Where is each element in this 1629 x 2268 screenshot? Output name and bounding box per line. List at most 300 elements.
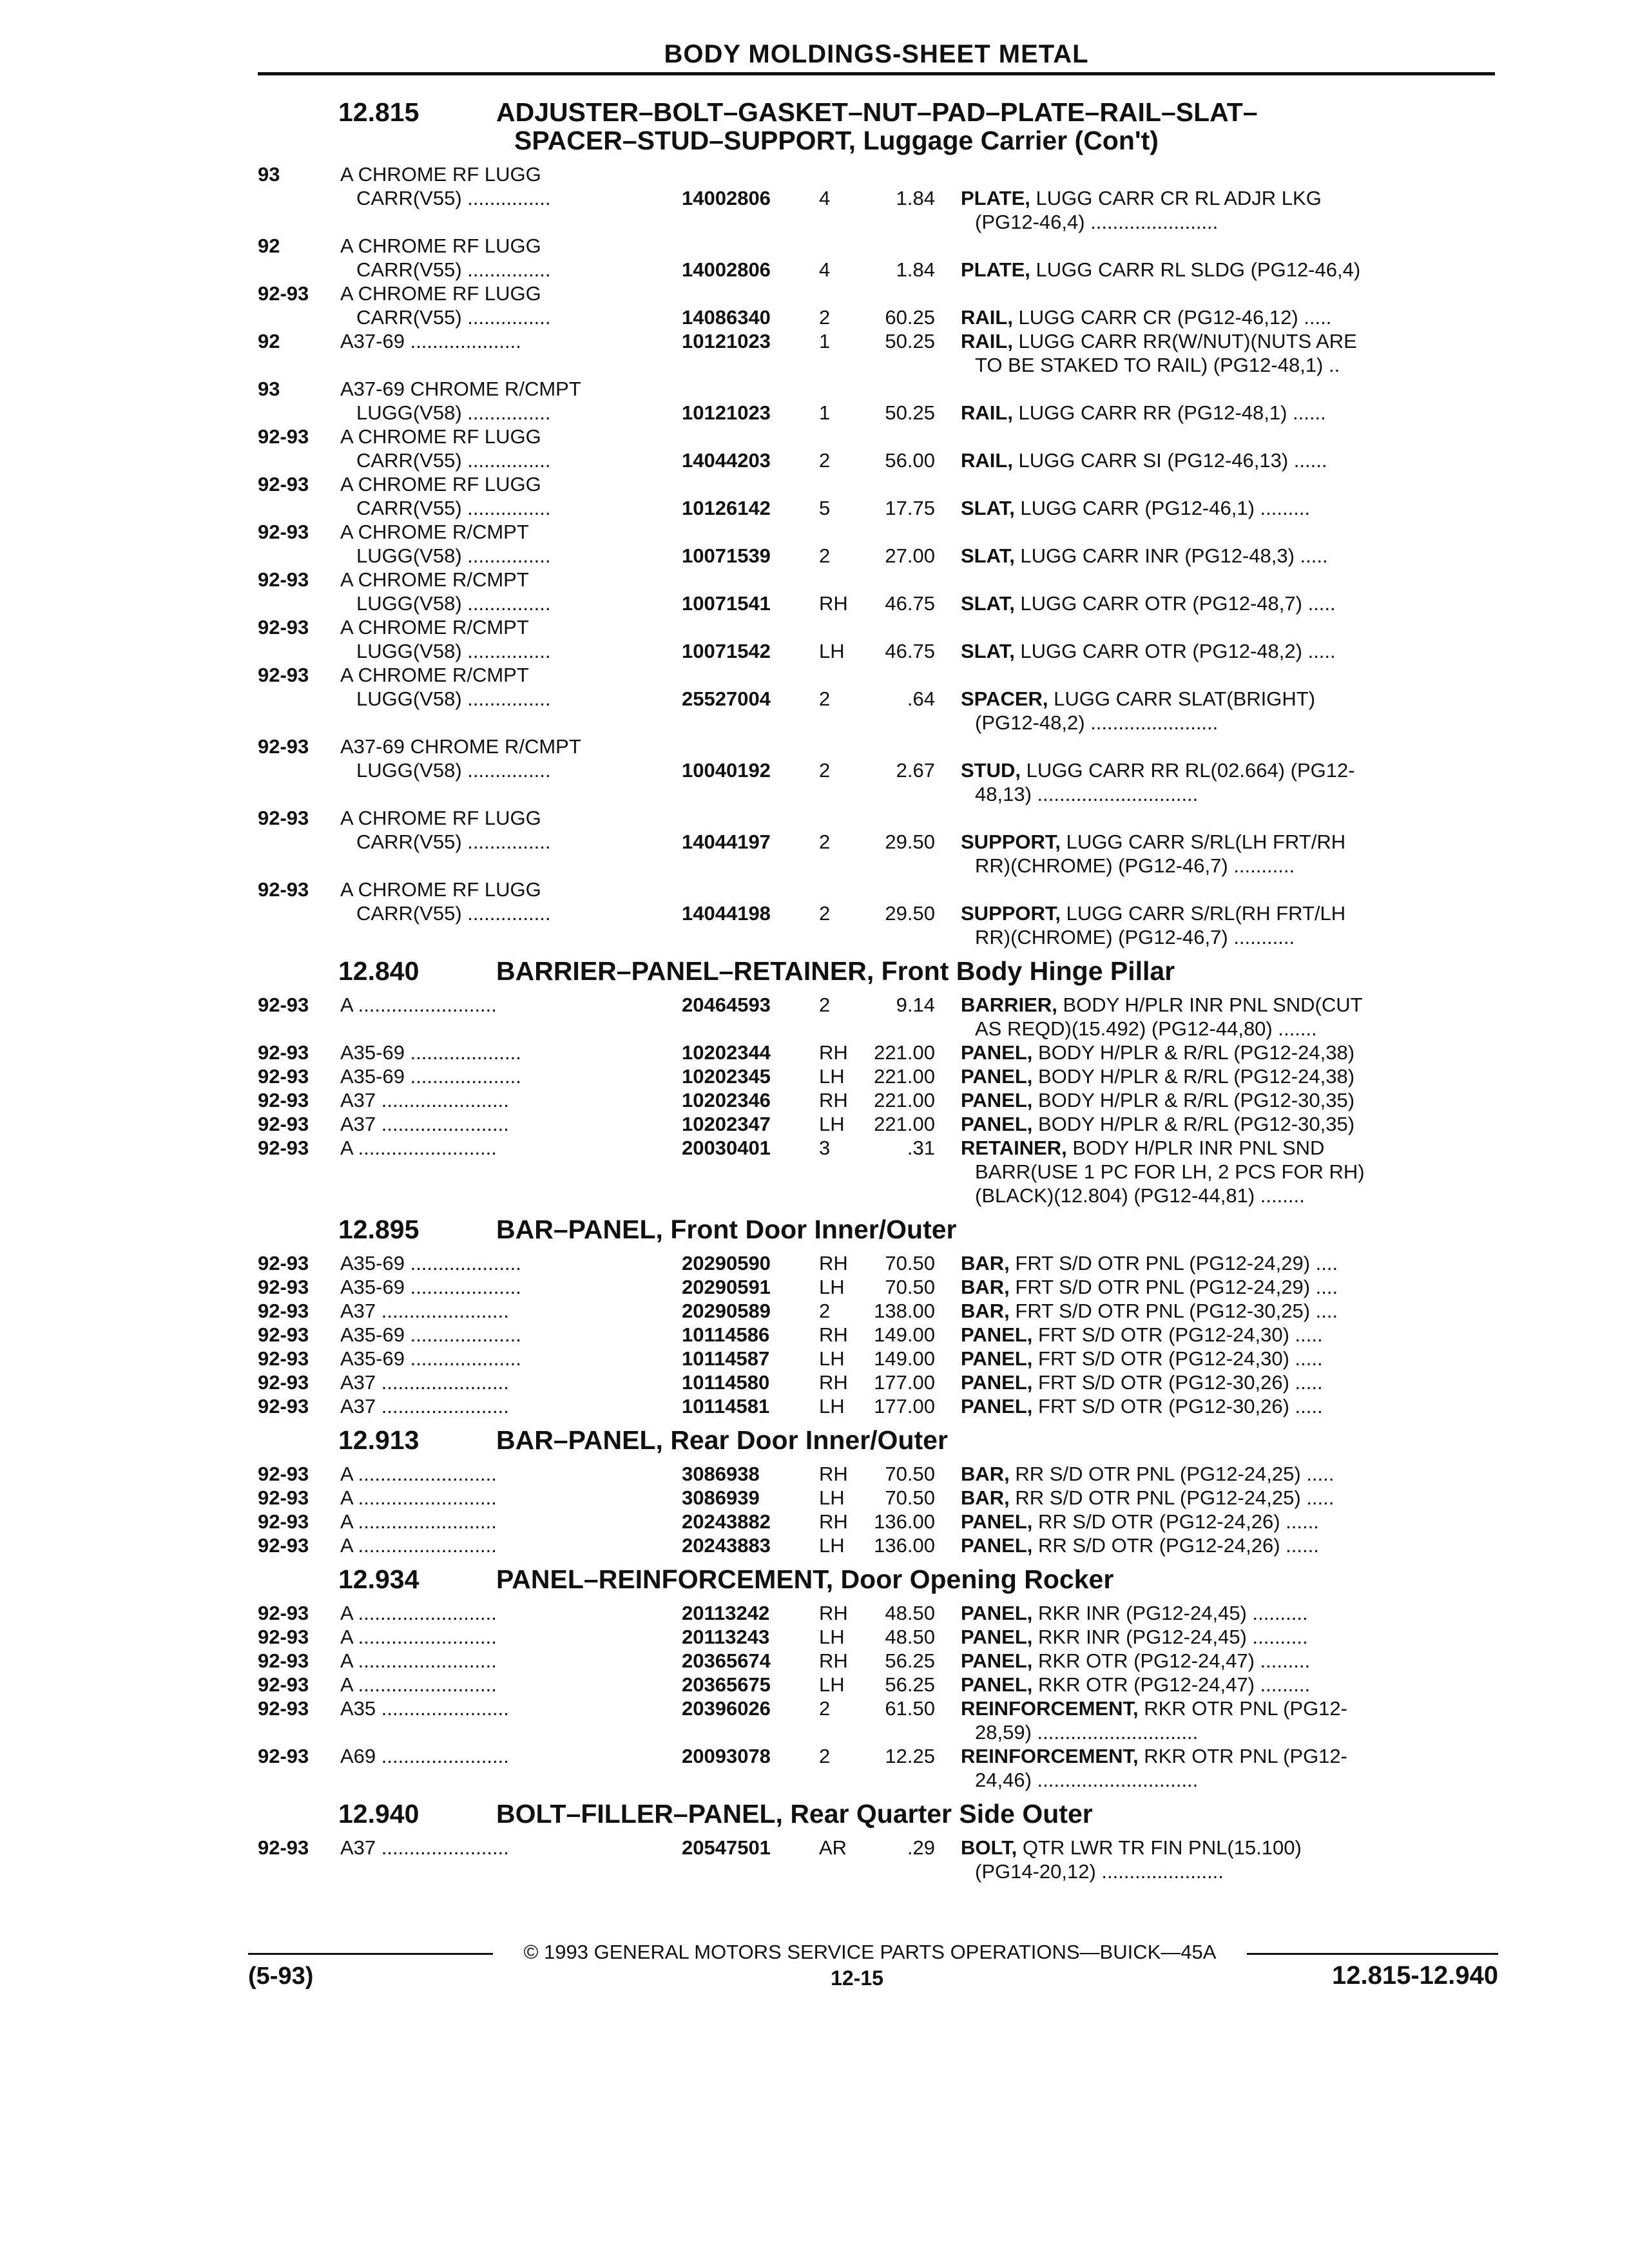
- part-description: [935, 1486, 1495, 1510]
- model-year: [258, 401, 340, 425]
- model-description: CARR(V55) ...............: [356, 187, 551, 209]
- quantity: [807, 925, 864, 949]
- model-description: [340, 711, 682, 735]
- part-description: [935, 210, 1495, 234]
- part-description: [935, 1744, 1495, 1768]
- model-description: LUGG(V58) ...............: [356, 687, 551, 710]
- part-row: [258, 663, 1495, 687]
- section-number: 12.895: [338, 1215, 419, 1244]
- part-detail: AS REQD)(15.492) (PG12-44,80) .......: [975, 1017, 1317, 1040]
- part-name: REINFORCEMENT,: [961, 1745, 1139, 1767]
- part-name: PANEL,: [961, 1347, 1033, 1370]
- model-year: [258, 901, 340, 925]
- part-description: [935, 687, 1495, 711]
- model-description: A .........................: [340, 1137, 497, 1159]
- part-description: [935, 234, 1495, 258]
- part-detail: LUGG CARR INR (PG12-48,3) .....: [1014, 544, 1328, 567]
- section-header: [258, 1800, 1495, 1828]
- quantity: [807, 1184, 864, 1207]
- footer-date: (5-93): [248, 1963, 314, 1990]
- part-detail: LUGG CARR RL SLDG (PG12-46,4): [1030, 258, 1361, 281]
- part-detail: RR S/D OTR (PG12-24,26) ......: [1032, 1510, 1319, 1533]
- section-title-line: ADJUSTER–BOLT–GASKET–NUT–PAD–PLATE–RAIL–SLAT–: [496, 97, 1258, 127]
- part-detail: QTR LWR TR FIN PNL(15.100): [1017, 1836, 1302, 1859]
- model-year: 92-93: [258, 1252, 309, 1274]
- model-description: [340, 1160, 682, 1184]
- quantity: LH: [819, 1395, 845, 1418]
- price: 221.00: [874, 1065, 935, 1088]
- section-title: [496, 1426, 1495, 1454]
- part-description: [935, 496, 1495, 520]
- part-description: [935, 353, 1495, 377]
- part-description: [935, 1112, 1495, 1136]
- part-description: [935, 615, 1495, 639]
- part-row: [258, 1673, 1495, 1696]
- part-description: [935, 544, 1495, 568]
- model-description: [340, 1184, 682, 1207]
- price: [864, 425, 935, 448]
- quantity: RH: [819, 1252, 848, 1274]
- price: [864, 1720, 935, 1744]
- section-title-line: BOLT–FILLER–PANEL, Rear Quarter Side Outer: [496, 1799, 1093, 1829]
- part-detail: RR)(CHROME) (PG12-46,7) ...........: [975, 926, 1295, 948]
- part-description: [935, 1601, 1495, 1625]
- part-detail: FRT S/D OTR (PG12-30,26) .....: [1032, 1371, 1323, 1394]
- quantity: [807, 210, 864, 234]
- model-description: A CHROME RF LUGG: [340, 878, 541, 901]
- price: 29.50: [885, 902, 935, 925]
- part-description: [935, 186, 1495, 210]
- part-number: 10114580: [682, 1371, 770, 1394]
- part-detail: RKR OTR PNL (PG12-: [1138, 1745, 1347, 1767]
- price: 70.50: [885, 1463, 935, 1485]
- model-description: A .........................: [340, 1510, 497, 1533]
- model-year: 92-93: [258, 1836, 309, 1859]
- model-year: [258, 854, 340, 878]
- part-detail: BODY H/PLR & R/RL (PG12-24,38): [1032, 1041, 1355, 1064]
- model-year: 92-93: [258, 664, 309, 686]
- price: .29: [907, 1836, 935, 1859]
- part-description: [935, 1347, 1495, 1370]
- model-description: A CHROME R/CMPT: [340, 521, 529, 543]
- model-year: [258, 591, 340, 615]
- part-number: [682, 472, 807, 496]
- part-name: PANEL,: [961, 1649, 1033, 1672]
- model-description: A37-69 CHROME R/CMPT: [340, 735, 581, 758]
- part-number: 10071539: [682, 544, 771, 567]
- part-description: [935, 1510, 1495, 1533]
- section-title: [496, 957, 1495, 985]
- part-row: [258, 1601, 1495, 1625]
- page-header: BODY MOLDINGS-SHEET METAL: [664, 40, 1089, 68]
- quantity: RH: [819, 1602, 848, 1624]
- model-description: [340, 854, 682, 878]
- part-name: PLATE,: [961, 187, 1030, 209]
- model-description: A .........................: [340, 1649, 497, 1672]
- model-year: 92-93: [258, 1602, 309, 1624]
- price: [864, 568, 935, 591]
- price: 177.00: [874, 1395, 935, 1418]
- model-year: 92-93: [258, 1395, 309, 1418]
- part-description: [935, 1251, 1495, 1275]
- part-detail: (PG14-20,12) ......................: [975, 1860, 1224, 1883]
- part-description: [935, 1064, 1495, 1088]
- part-description: [935, 1041, 1495, 1064]
- part-description: [935, 329, 1495, 353]
- price: [864, 1017, 935, 1041]
- part-name: PANEL,: [961, 1323, 1033, 1346]
- part-row: [258, 1017, 1495, 1041]
- quantity: [807, 1017, 864, 1041]
- part-number: [682, 1768, 807, 1792]
- price: 149.00: [874, 1347, 935, 1370]
- part-row: [258, 377, 1495, 401]
- model-year: [258, 830, 340, 854]
- quantity: 2: [819, 1300, 831, 1322]
- model-year: 92-93: [258, 282, 309, 305]
- model-year: [258, 496, 340, 520]
- part-number: 20547501: [682, 1836, 771, 1859]
- price: 138.00: [874, 1300, 935, 1322]
- model-year: 92-93: [258, 568, 309, 591]
- part-description: [935, 1696, 1495, 1720]
- model-description: A35-69 ....................: [340, 1323, 521, 1346]
- part-name: PANEL,: [961, 1602, 1033, 1624]
- model-description: A37 .......................: [340, 1371, 509, 1394]
- model-year: 92-93: [258, 1089, 309, 1111]
- price: 1.84: [896, 187, 935, 209]
- model-description: A .........................: [340, 1534, 497, 1557]
- part-description: [935, 854, 1495, 878]
- part-detail: RR S/D OTR PNL (PG12-24,25) .....: [1009, 1486, 1335, 1509]
- model-description: A35-69 ....................: [340, 1276, 521, 1298]
- price: [864, 663, 935, 687]
- model-description: [340, 1768, 682, 1792]
- part-name: PLATE,: [961, 258, 1030, 281]
- part-name: RETAINER,: [961, 1137, 1067, 1159]
- price: [864, 782, 935, 806]
- price: 136.00: [874, 1510, 935, 1533]
- parts-catalog-body: [258, 90, 1495, 1883]
- quantity: [807, 878, 864, 901]
- model-year: [258, 1768, 340, 1792]
- quantity: RH: [819, 592, 848, 615]
- part-description: [935, 305, 1495, 329]
- quantity: 4: [819, 258, 831, 281]
- part-number: [682, 282, 807, 305]
- price: [864, 353, 935, 377]
- quantity: RH: [819, 1649, 848, 1672]
- section-title: [496, 1215, 1495, 1244]
- part-number: 20365674: [682, 1649, 771, 1672]
- part-row: [258, 329, 1495, 353]
- part-name: BOLT,: [961, 1836, 1017, 1859]
- part-number: 10202345: [682, 1065, 771, 1088]
- section-title-line: BARRIER–PANEL–RETAINER, Front Body Hinge Pillar: [496, 956, 1175, 986]
- quantity: [807, 520, 864, 544]
- section-header: [258, 1426, 1495, 1454]
- part-row: [258, 210, 1495, 234]
- part-number: [682, 615, 807, 639]
- part-detail: BARR(USE 1 PC FOR LH, 2 PCS FOR RH): [975, 1160, 1365, 1183]
- model-year: 92-93: [258, 1510, 309, 1533]
- price: 46.75: [885, 592, 935, 615]
- price: 136.00: [874, 1534, 935, 1557]
- quantity: [807, 711, 864, 735]
- model-year: [258, 1017, 340, 1041]
- quantity: [807, 353, 864, 377]
- part-description: [935, 1860, 1495, 1883]
- part-row: [258, 591, 1495, 615]
- part-number: [682, 711, 807, 735]
- part-number: 10040192: [682, 759, 771, 782]
- quantity: LH: [819, 1347, 845, 1370]
- part-name: PANEL,: [961, 1041, 1033, 1064]
- quantity: 2: [819, 687, 831, 710]
- price: [864, 1860, 935, 1883]
- part-row: [258, 1696, 1495, 1720]
- part-detail: BODY H/PLR INR PNL SND(CUT: [1057, 994, 1363, 1016]
- price: [864, 1768, 935, 1792]
- price: 50.25: [885, 401, 935, 424]
- part-row: [258, 782, 1495, 806]
- part-detail: RR S/D OTR (PG12-24,26) ......: [1032, 1534, 1319, 1557]
- model-description: A35 .......................: [340, 1697, 509, 1720]
- price: 46.75: [885, 640, 935, 662]
- model-year: 92-93: [258, 1697, 309, 1720]
- price: .31: [907, 1137, 935, 1159]
- model-description: A .........................: [340, 1486, 497, 1509]
- part-row: [258, 1649, 1495, 1673]
- section-number: 12.815: [338, 97, 419, 127]
- part-row: [258, 878, 1495, 901]
- quantity: [807, 663, 864, 687]
- part-detail: RKR INR (PG12-24,45) ..........: [1032, 1602, 1308, 1624]
- part-number: 10071541: [682, 592, 771, 615]
- part-row: [258, 1462, 1495, 1486]
- model-description: CARR(V55) ...............: [356, 831, 551, 853]
- part-name: SLAT,: [961, 592, 1015, 615]
- price: [864, 806, 935, 830]
- model-description: A CHROME R/CMPT: [340, 664, 529, 686]
- quantity: 2: [819, 544, 831, 567]
- model-year: 92-93: [258, 1673, 309, 1696]
- quantity: [807, 782, 864, 806]
- model-description: CARR(V55) ...............: [356, 449, 551, 472]
- footer-section-range: 12.815-12.940: [1331, 1961, 1498, 1990]
- quantity: LH: [819, 1673, 845, 1696]
- part-number: [682, 234, 807, 258]
- part-number: 10114587: [682, 1347, 770, 1370]
- part-name: SLAT,: [961, 640, 1015, 662]
- footer-rule-left: [248, 1953, 493, 1955]
- part-number: [682, 925, 807, 949]
- model-year: 92-93: [258, 1323, 309, 1346]
- part-row: [258, 1510, 1495, 1533]
- quantity: RH: [819, 1089, 848, 1111]
- part-detail: LUGG CARR SI (PG12-46,13) ......: [1012, 449, 1327, 472]
- part-row: [258, 615, 1495, 639]
- model-description: A CHROME RF LUGG: [340, 425, 541, 448]
- part-number: 10202346: [682, 1089, 771, 1111]
- price: [864, 162, 935, 186]
- part-number: 10121023: [682, 401, 771, 424]
- part-row: [258, 1625, 1495, 1649]
- part-number: [682, 568, 807, 591]
- part-number: [682, 1860, 807, 1883]
- part-row: [258, 1064, 1495, 1088]
- part-row: [258, 282, 1495, 305]
- model-year: 93: [258, 163, 280, 186]
- quantity: [807, 735, 864, 758]
- price: 50.25: [885, 330, 935, 352]
- part-row: [258, 1347, 1495, 1370]
- part-description: [935, 758, 1495, 782]
- part-row: [258, 1533, 1495, 1557]
- part-row: [258, 258, 1495, 282]
- model-year: [258, 711, 340, 735]
- part-row: [258, 1370, 1495, 1394]
- part-description: [935, 1184, 1495, 1207]
- part-description: [935, 425, 1495, 448]
- quantity: [807, 615, 864, 639]
- part-detail: RR)(CHROME) (PG12-46,7) ...........: [975, 854, 1295, 877]
- section-title-line: BAR–PANEL, Front Door Inner/Outer: [496, 1215, 957, 1244]
- part-number: [682, 1184, 807, 1207]
- price: 221.00: [874, 1113, 935, 1135]
- quantity: LH: [819, 1486, 845, 1509]
- part-row: [258, 1299, 1495, 1323]
- model-description: CARR(V55) ...............: [356, 902, 551, 925]
- model-description: A .........................: [340, 1463, 497, 1485]
- part-detail: LUGG CARR RR (PG12-48,1) ......: [1012, 401, 1326, 424]
- part-name: PANEL,: [961, 1113, 1033, 1135]
- price: [864, 1160, 935, 1184]
- part-row: [258, 901, 1495, 925]
- part-row: [258, 1136, 1495, 1160]
- quantity: 5: [819, 497, 831, 519]
- model-year: 92-93: [258, 521, 309, 543]
- part-description: [935, 1088, 1495, 1112]
- part-detail: (PG12-46,4) .......................: [975, 211, 1219, 233]
- part-description: [935, 925, 1495, 949]
- footer-copyright: © 1993 GENERAL MOTORS SERVICE PARTS OPERATIONS—BUICK—45A: [523, 1941, 1217, 1963]
- section-title-line: PANEL–REINFORCEMENT, Door Opening Rocker: [496, 1564, 1114, 1594]
- part-description: [935, 1673, 1495, 1696]
- price: 56.00: [885, 449, 935, 472]
- part-number: 20093078: [682, 1745, 771, 1767]
- model-description: A35-69 ....................: [340, 1041, 521, 1064]
- part-number: [682, 663, 807, 687]
- part-row: [258, 472, 1495, 496]
- quantity: RH: [819, 1510, 848, 1533]
- part-description: [935, 282, 1495, 305]
- part-number: 14002806: [682, 258, 771, 281]
- part-number: 10114586: [682, 1323, 770, 1346]
- part-name: SLAT,: [961, 497, 1015, 519]
- part-description: [935, 806, 1495, 830]
- model-description: [340, 925, 682, 949]
- quantity: 2: [819, 306, 831, 329]
- price: 221.00: [874, 1041, 935, 1064]
- model-description: A35-69 ....................: [340, 1347, 521, 1370]
- part-row: [258, 854, 1495, 878]
- part-number: 3086939: [682, 1486, 760, 1509]
- part-number: [682, 1160, 807, 1184]
- model-year: 92-93: [258, 616, 309, 639]
- model-description: A35-69 ....................: [340, 1065, 521, 1088]
- part-name: PANEL,: [961, 1395, 1033, 1418]
- part-row: [258, 1744, 1495, 1768]
- part-name: PANEL,: [961, 1673, 1033, 1696]
- model-year: [258, 782, 340, 806]
- part-detail: FRT S/D OTR (PG12-24,30) .....: [1032, 1323, 1323, 1346]
- quantity: 2: [819, 449, 831, 472]
- price: 48.50: [885, 1626, 935, 1648]
- part-row: [258, 687, 1495, 711]
- part-number: 20243882: [682, 1510, 771, 1533]
- part-description: [935, 258, 1495, 282]
- model-description: A37 .......................: [340, 1113, 509, 1135]
- part-detail: 24,46) .............................: [975, 1769, 1199, 1791]
- section-title: [496, 1565, 1495, 1593]
- quantity: [807, 282, 864, 305]
- price: [864, 472, 935, 496]
- section-title-line: BAR–PANEL, Rear Door Inner/Outer: [496, 1425, 948, 1455]
- quantity: [807, 1860, 864, 1883]
- part-number: 20243883: [682, 1534, 771, 1557]
- part-name: RAIL,: [961, 306, 1013, 329]
- section-title-line: SPACER–STUD–SUPPORT, Luggage Carrier (Con't): [514, 126, 1159, 155]
- model-year: [258, 305, 340, 329]
- part-number: 20030401: [682, 1137, 771, 1159]
- part-row: [258, 520, 1495, 544]
- part-number: 10114581: [682, 1395, 770, 1418]
- model-description: [340, 353, 682, 377]
- model-description: LUGG(V58) ...............: [356, 759, 551, 782]
- price: [864, 615, 935, 639]
- part-detail: RKR INR (PG12-24,45) ..........: [1032, 1626, 1308, 1648]
- part-description: [935, 735, 1495, 758]
- model-description: A37 .......................: [340, 1300, 509, 1322]
- part-detail: 48,13) .............................: [975, 783, 1199, 805]
- part-number: [682, 425, 807, 448]
- model-description: [340, 1720, 682, 1744]
- part-row: [258, 1160, 1495, 1184]
- part-number: 14044203: [682, 449, 771, 472]
- part-name: SLAT,: [961, 544, 1015, 567]
- quantity: AR: [819, 1836, 847, 1859]
- part-description: [935, 472, 1495, 496]
- section-header: [258, 98, 1495, 155]
- part-number: 10202344: [682, 1041, 771, 1064]
- quantity: 2: [819, 1697, 831, 1720]
- model-year: 92: [258, 330, 280, 352]
- part-row: [258, 806, 1495, 830]
- part-row: [258, 1860, 1495, 1883]
- price: 2.67: [896, 759, 935, 782]
- part-name: BAR,: [961, 1252, 1010, 1274]
- part-number: 20290590: [682, 1252, 771, 1274]
- part-row: [258, 758, 1495, 782]
- part-name: RAIL,: [961, 449, 1013, 472]
- part-description: [935, 520, 1495, 544]
- quantity: 1: [819, 401, 831, 424]
- price: [864, 711, 935, 735]
- price: 9.14: [896, 994, 935, 1016]
- quantity: [807, 854, 864, 878]
- section-header: [258, 1565, 1495, 1593]
